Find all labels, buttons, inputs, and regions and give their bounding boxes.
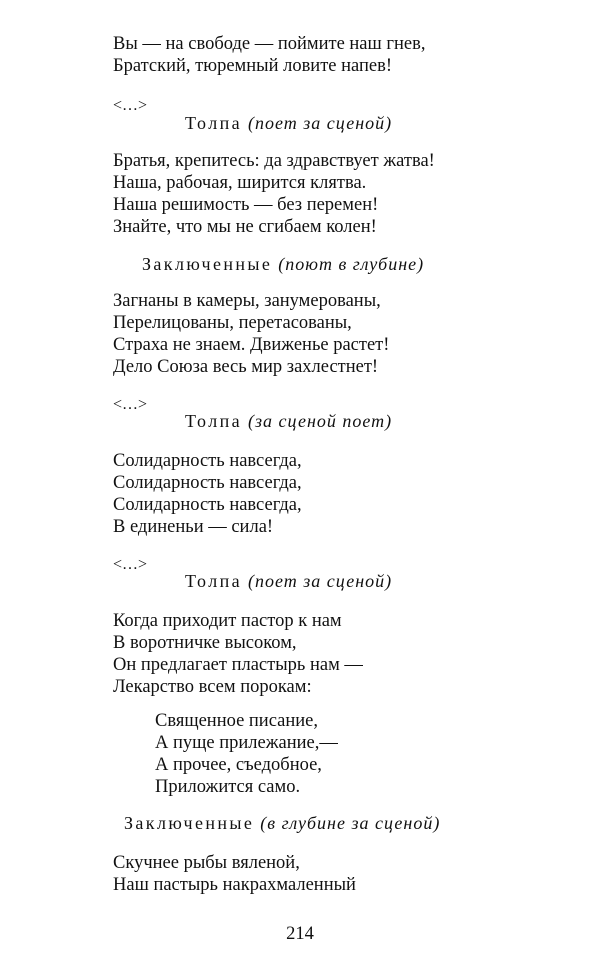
omission-mark: <…> [113,97,148,114]
verse-line: Когда приходит пастор к нам [113,611,342,631]
verse-line: Загнаны в камеры, занумерованы, [113,291,381,311]
indented-verse-line: Приложится само. [155,777,301,797]
verse-line: Наш пастырь накрахмаленный [113,875,356,895]
stage-direction: (поет за сценой) [248,571,393,591]
speaker-heading [185,571,392,592]
verse-line: Перелицованы, перетасованы, [113,313,352,333]
speaker-name: Толпа [185,411,243,431]
omission-mark: <…> [113,396,148,413]
verse-line: Он предлагает пластырь нам — [113,655,363,675]
verse-line: В воротничке высоком, [113,633,297,653]
speaker-heading [185,411,392,432]
verse-line: Вы — на свободе — поймите наш гнев, [113,34,426,54]
stage-direction: (поет за сценой) [248,113,393,133]
page-number: 214 [286,924,314,944]
verse-line: Лекарство всем порокам: [113,677,312,697]
verse-line: Скучнее рыбы вяленой, [113,853,300,873]
speaker-heading [185,113,392,134]
speaker-name: Толпа [185,571,243,591]
verse-line: Знайте, что мы не сгибаем колен! [113,217,377,237]
verse-line: Страха не знаем. Движенье растет! [113,335,390,355]
verse-line: Братский, тюремный ловите напев! [113,56,393,76]
speaker-name: Заключенные [124,813,255,833]
verse-line: Братья, крепитесь: да здравствует жатва! [113,151,435,171]
indented-verse-line: Священное писание, [155,711,318,731]
verse-line: Наша, рабочая, ширится клятва. [113,173,367,193]
speaker-heading [124,813,440,834]
verse-line: Дело Союза весь мир захлестнет! [113,357,379,377]
verse-line: Наша решимость — без перемен! [113,195,379,215]
omission-mark: <…> [113,556,148,573]
stage-direction: (поют в глубине) [278,254,425,274]
speaker-name: Толпа [185,113,243,133]
verse-line: Солидарность навсегда, [113,473,302,493]
speaker-heading [142,254,424,275]
indented-verse-line: А пуще прилежание,— [155,733,338,753]
stage-direction: (за сценой поет) [248,411,393,431]
verse-line: Солидарность навсегда, [113,495,302,515]
indented-verse-line: А прочее, съедобное, [155,755,322,775]
stage-direction: (в глубине за сценой) [260,813,441,833]
verse-line: Солидарность навсегда, [113,451,302,471]
speaker-name: Заключенные [142,254,273,274]
verse-line: В единеньи — сила! [113,517,274,537]
